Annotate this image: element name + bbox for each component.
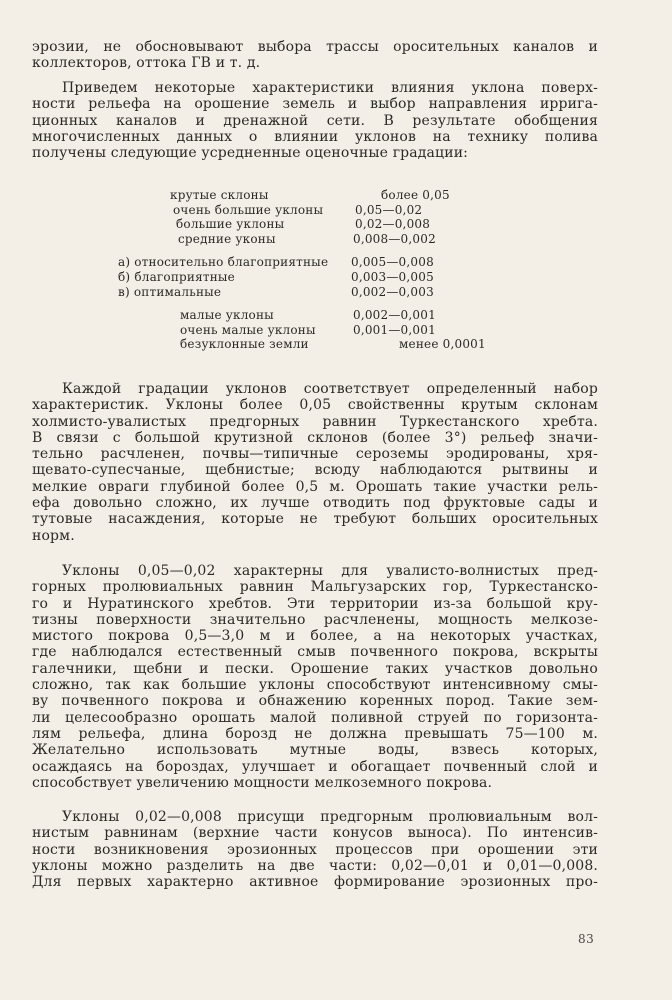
gradation-label: безуклонные земли [180,337,309,352]
text-line: холмисто-увалистых предгорных равнин Туркестанского хребта. [32,413,598,430]
text-line: ционных каналов и дренажной сети. В результате обобщения [32,112,598,129]
gradation-value: менее 0,0001 [399,337,486,352]
gradation-label: средние уконы [178,231,276,246]
text-line: Для первых характерно активное формирование эрозионных про- [32,874,598,891]
text-line: многочисленных данных о влиянии уклонов на технику полива [32,128,598,145]
text-line: способствует увеличению мощности мелкоземного покрова. [32,774,493,791]
text-line: осаждаясь на бороздах, улучшает и обогащает почвенный слой и [32,758,598,775]
gradation-value: 0,002—0,001 [353,308,436,323]
text-line: В связи с большой крутизной склонов (более 3°) рельеф значи- [32,429,598,446]
text-line: коллекторов, оттока ГВ и т. д. [32,55,261,72]
text-line: горных пролювиальных равнин Мальгузарских гор, Туркестанско- [32,579,598,596]
gradation-paragraph [32,381,598,544]
gradation-label: в) оптимальные [118,284,222,299]
gradation-label: а) относительно благоприятные [118,255,329,270]
text-line: Уклоны 0,02—0,008 присущи предгорным пролювиальным вол- [62,809,598,825]
gradation-value: 0,001—0,001 [353,322,436,337]
text-line: Приведем некоторые характеристики влияния уклона поверх- [62,80,598,96]
page-number: 83 [578,932,595,946]
gradation-value: 0,05—0,02 [355,202,423,217]
text-line: норм. [32,527,75,544]
gradation-label: очень большие уклоны [173,202,324,217]
text-line: тизны поверхности значительно расчленены, мощность мелкозе- [32,611,598,628]
gradation-value: 0,02—0,008 [355,217,431,232]
gradation-value: 0,003—0,005 [351,269,434,284]
gradation-label: очень малые уклоны [180,322,316,337]
text-line: получены следующие усредненные оценочные градации: [32,145,469,162]
gradation-value: 0,002—0,003 [351,284,434,299]
gradation-label: большие уклоны [176,217,285,232]
text-line: ности возникновения эрозионных процессов при орошении эти [32,841,598,858]
text-line: го и Нуратинского хребтов. Эти территории из-за большой кру- [32,595,598,612]
slopes-002-paragraph [32,809,598,890]
text-line: эрозии, не обосновывают выбора трассы оросительных каналов и [32,39,598,55]
text-line: тутовые насаждения, которые не требуют больших оросительных [32,511,598,528]
text-line: характеристик. Уклоны более 0,05 свойственны крутым склонам [32,397,598,414]
slopes-005-paragraph [32,563,598,791]
text-line: уклоны можно разделить на две части: 0,02—0,01 и 0,01—0,008. [32,857,598,874]
text-line: лям рельефа, длина борозд не должна превышать 75—100 м. [32,725,598,742]
text-line: щевато-супесчаные, щебнистые; всюду наблюдаются рытвины и [32,462,598,479]
text-line: Уклоны 0,05—0,02 характерны для увалисто-волнистых пред- [62,563,598,579]
text-line: мистого покрова 0,5—3,0 м и более, а на некоторых участках, [32,628,598,645]
text-line: Желательно использовать мутные воды, взвесь которых, [32,742,598,759]
gradation-label: малые уклоны [180,308,274,323]
text-line: ефа довольно сложно, их лучше отводить под фруктовые сады и [32,495,598,512]
text-line: мелкие овраги глубиной более 0,5 м. Орошать такие участки рель- [32,478,598,495]
text-line: ности рельефа на орошение земель и выбор направления ирригa- [32,96,598,113]
gradation-label: б) благоприятные [118,269,235,284]
gradation-value: более 0,05 [381,188,450,202]
examples-paragraph [32,80,598,161]
gradation-value: 0,005—0,008 [351,255,434,270]
text-line: галечники, щебни и пески. Орошение таких участков довольно [32,660,598,677]
gradation-label: крутые склоны [170,188,269,202]
intro-paragraph [32,39,598,72]
gradation-value: 0,008—0,002 [353,231,436,246]
text-line: нистым равнинам (верхние части конусов выноса). По интенсив- [32,825,598,842]
text-line: где наблюдался естественный смыв почвенного покрова, вскрыты [32,644,598,661]
text-line: ву почвенного покрова и обнажению коренных пород. Такие зем- [32,693,598,710]
text-line: ли целесообразно орошать малой поливной струей по горизонта- [32,709,598,726]
text-line: сложно, так как большие уклоны способствуют интенсивному смы- [32,677,598,694]
text-line: Каждой градации уклонов соответствует определенный набор [62,381,598,397]
text-line: тельно расчленен, почвы—типичные сероземы эродированы, хря- [32,446,598,463]
